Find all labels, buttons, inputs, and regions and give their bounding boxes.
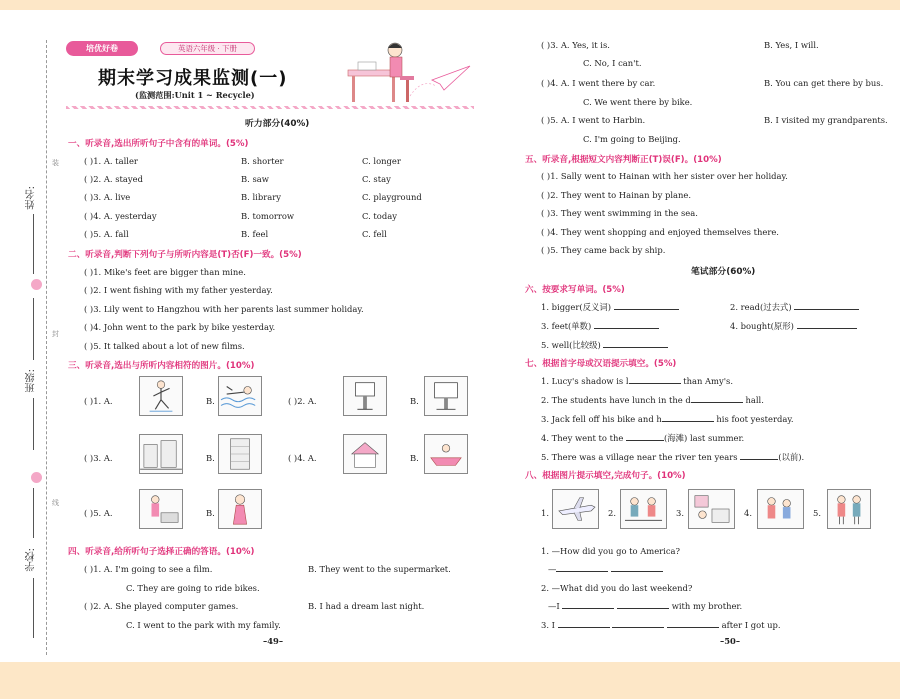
listening-part-heading: 听力部分(40%)	[245, 119, 310, 129]
s1-q3-c: C. playground	[362, 192, 422, 202]
name-label: 姓名:	[26, 186, 37, 210]
s3-q4-a-label: ( )4. A.	[288, 453, 317, 463]
binding-dot	[31, 472, 42, 483]
s3-q5-a-label: ( )5. A.	[84, 508, 113, 518]
building-picture	[218, 434, 262, 474]
s3-q4-b-label: B.	[410, 453, 419, 463]
binding-mark: 线	[52, 499, 59, 507]
class-line	[33, 398, 34, 450]
section-5-title: 五、听录音,根据短文内容判断正(T)误(F)。(10%)	[525, 155, 722, 165]
page-number-right: –50–	[720, 636, 741, 646]
answer-blank[interactable]	[626, 433, 664, 441]
name-line	[33, 214, 34, 274]
s6-item3: 3. feet(单数)	[541, 320, 659, 332]
s8-question1: 1. —How did you go to America?	[541, 546, 681, 556]
answer-blank[interactable]	[629, 376, 681, 384]
section-8-title: 八、根据图片提示填空,完成句子。(10%)	[525, 471, 686, 481]
answer-blank[interactable]	[740, 452, 778, 460]
section-3-title: 三、听录音,选出与所听内容相符的图片。(10%)	[68, 361, 255, 371]
s4-q1-a: ( )1. A. I'm going to see a film.	[84, 564, 213, 574]
s8-pic3-label: 3.	[676, 508, 684, 518]
s3-q3-a-label: ( )3. A.	[84, 453, 113, 463]
fold-line	[46, 40, 47, 655]
s2-q3: ( )3. Lily went to Hangzhou with her parents last summer holiday.	[84, 304, 364, 314]
skating-picture	[139, 376, 183, 416]
grade-label: 英语六年级 · 下册	[160, 42, 255, 55]
answer-blank[interactable]	[667, 620, 719, 628]
s4-q2-c: C. I went to the park with my family.	[126, 620, 281, 630]
s4-q5-a: ( )5. A. I went to Harbin.	[541, 115, 646, 125]
section-1-title: 一、听录音,选出所听句子中含有的单词。(5%)	[68, 139, 249, 149]
s8-question2: 2. —What did you do last weekend?	[541, 583, 693, 593]
s1-q4-a: ( )4. A. yesterday	[84, 211, 157, 221]
s4-q3-a: ( )3. A. Yes, it is.	[541, 40, 610, 50]
s1-q2-a: ( )2. A. stayed	[84, 174, 143, 184]
answer-blank[interactable]	[611, 564, 663, 572]
s5-q4: ( )4. They went shopping and enjoyed themselves there.	[541, 227, 779, 237]
divider-line	[33, 488, 34, 538]
s2-q4: ( )4. John went to the park by bike yesterday.	[84, 322, 276, 332]
section-4-title: 四、听录音,给所听句子选择正确的答语。(10%)	[68, 547, 255, 557]
s1-q1-a: ( )1. A. taller	[84, 156, 138, 166]
s4-q4-c: C. We went there by bike.	[583, 97, 693, 107]
s5-q3: ( )3. They went swimming in the sea.	[541, 208, 698, 218]
answer-blank[interactable]	[794, 302, 859, 310]
s8-answer1: —	[548, 564, 663, 574]
page-number-left: –49–	[263, 636, 284, 646]
s7-item1: 1. Lucy's shadow is l than Amy's.	[541, 376, 733, 386]
bottom-margin	[0, 662, 900, 699]
s1-q1-b: B. shorter	[241, 156, 284, 166]
board-picture	[424, 376, 468, 416]
school-label: 学校:	[26, 548, 37, 572]
s1-q5-a: ( )5. A. fall	[84, 229, 129, 239]
s3-q2-a-label: ( )2. A.	[288, 396, 317, 406]
girl-picture	[218, 489, 262, 529]
s4-q3-b: B. Yes, I will.	[764, 40, 819, 50]
writing-part-heading: 笔试部分(60%)	[691, 267, 756, 277]
s4-q2-b: B. I had a dream last night.	[308, 601, 425, 611]
s8-pic5-label: 5.	[813, 508, 821, 518]
s1-q1-c: C. longer	[362, 156, 401, 166]
page-title: 期末学习成果监测(一)	[98, 68, 288, 89]
answer-blank[interactable]	[612, 620, 664, 628]
answer-blank[interactable]	[556, 564, 608, 572]
binding-mark: 装	[52, 159, 59, 167]
answer-blank[interactable]	[797, 321, 857, 329]
s3-q5-b-label: B.	[206, 508, 215, 518]
boys-playing-picture	[620, 489, 667, 529]
answer-blank[interactable]	[691, 395, 743, 403]
s3-q3-b-label: B.	[206, 453, 215, 463]
s7-item4: 4. They went to the (海滩) last summer.	[541, 433, 745, 443]
s8-question3: 3. I after I got up.	[541, 620, 781, 630]
s4-q1-b: B. They went to the supermarket.	[308, 564, 451, 574]
s2-q1: ( )1. Mike's feet are bigger than mine.	[84, 267, 246, 277]
kids-picture	[827, 489, 871, 529]
s1-q4-b: B. tomorrow	[241, 211, 295, 221]
boat-picture	[424, 434, 468, 474]
section-2-title: 二、听录音,判断下列句子与所听内容是(T)否(F)一致。(5%)	[68, 250, 302, 260]
s3-q1-a-label: ( )1. A.	[84, 396, 113, 406]
s7-item2: 2. The students have lunch in the d hall.	[541, 395, 764, 405]
s4-q4-b: B. You can get there by bus.	[764, 78, 884, 88]
header-stripe	[66, 106, 474, 109]
binding-dot	[31, 279, 42, 290]
s4-q3-c: C. No, I can't.	[583, 58, 642, 68]
divider-line	[33, 298, 34, 360]
s7-item3: 3. Jack fell off his bike and h his foot yesterday.	[541, 414, 794, 424]
s3-q2-b-label: B.	[410, 396, 419, 406]
s4-q1-c: C. They are going to ride bikes.	[126, 583, 260, 593]
house-picture	[343, 434, 387, 474]
swimming-picture	[218, 376, 262, 416]
airplane-picture	[552, 489, 599, 529]
answer-blank[interactable]	[614, 302, 679, 310]
answer-blank[interactable]	[617, 601, 669, 609]
s4-q2-a: ( )2. A. She played computer games.	[84, 601, 239, 611]
s5-q2: ( )2. They went to Hainan by plane.	[541, 190, 692, 200]
series-badge: 培优好卷	[66, 41, 138, 56]
street-picture	[139, 434, 183, 474]
s7-item5: 5. There was a village near the river ten years (以前).	[541, 452, 805, 462]
binding-mark: 封	[52, 330, 59, 338]
s2-q2: ( )2. I went fishing with my father yesterday.	[84, 285, 273, 295]
s4-q5-c: C. I'm going to Beijing.	[583, 134, 681, 144]
room-picture	[688, 489, 735, 529]
cooking-picture	[139, 489, 183, 529]
s5-q1: ( )1. Sally went to Hainan with her sister over her holiday.	[541, 171, 788, 181]
s1-q3-b: B. library	[241, 192, 281, 202]
s2-q5: ( )5. It talked about a lot of new films.	[84, 341, 245, 351]
sign-picture	[343, 376, 387, 416]
s1-q5-b: B. feel	[241, 229, 269, 239]
s6-item5: 5. well(比较级)	[541, 339, 668, 351]
class-label: 班级:	[26, 369, 37, 393]
exam-scope: (监测范围:Unit 1 ~ Recycle)	[135, 90, 255, 100]
answer-blank[interactable]	[662, 414, 714, 422]
section-7-title: 七、根据首字母或汉语提示填空。(5%)	[525, 359, 677, 369]
s1-q4-c: C. today	[362, 211, 397, 221]
s8-pic4-label: 4.	[744, 508, 752, 518]
family-picture	[757, 489, 804, 529]
s1-q2-c: C. stay	[362, 174, 391, 184]
answer-blank[interactable]	[562, 601, 614, 609]
s8-answer2: —I with my brother.	[548, 601, 743, 611]
s5-q5: ( )5. They came back by ship.	[541, 245, 666, 255]
s1-q3-a: ( )3. A. live	[84, 192, 131, 202]
s8-pic2-label: 2.	[608, 508, 616, 518]
s6-item2: 2. read(过去式)	[730, 301, 859, 313]
answer-blank[interactable]	[603, 340, 668, 348]
s1-q2-b: B. saw	[241, 174, 269, 184]
answer-blank[interactable]	[558, 620, 610, 628]
s8-pic1-label: 1.	[541, 508, 549, 518]
s6-item1: 1. bigger(反义词)	[541, 301, 679, 313]
section-6-title: 六、按要求写单词。(5%)	[525, 285, 625, 295]
school-line	[33, 578, 34, 638]
s4-q4-a: ( )4. A. I went there by car.	[541, 78, 656, 88]
s1-q5-c: C. fell	[362, 229, 387, 239]
s6-item4: 4. bought(原形)	[730, 320, 857, 332]
answer-blank[interactable]	[594, 321, 659, 329]
girl-studying-illustration	[340, 38, 475, 106]
s4-q5-b: B. I visited my grandparents.	[764, 115, 888, 125]
s3-q1-b-label: B.	[206, 396, 215, 406]
